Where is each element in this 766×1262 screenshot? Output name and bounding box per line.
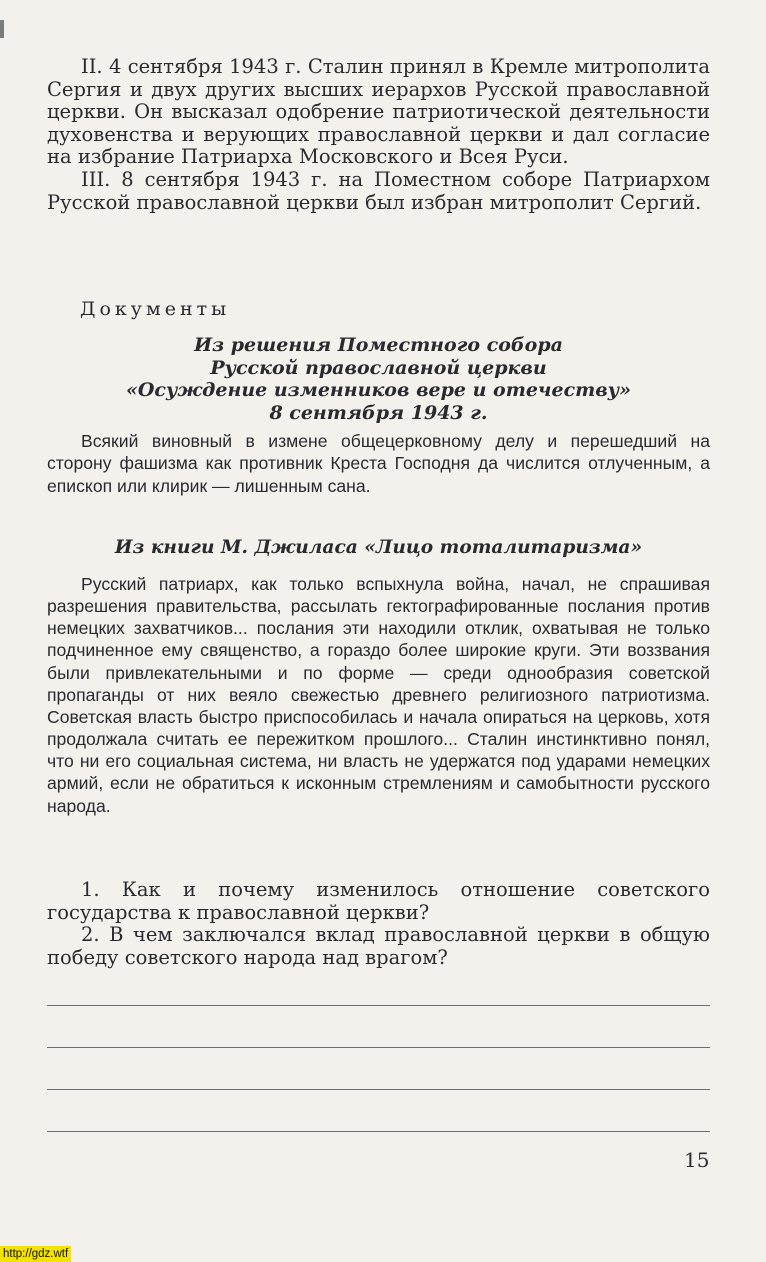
question-1: 1. Как и почему изменилось отношение советского государства к православной церкви?	[47, 878, 710, 924]
decree-title-line-1: Из решения Поместного собора	[194, 334, 563, 356]
answer-line[interactable]	[47, 1089, 710, 1090]
decree-title-line-3: «Осуждение изменников вере и отечеству»	[126, 379, 631, 401]
page-number: 15	[684, 1148, 710, 1172]
decree-text: Всякий виновный в измене общецерковному делу и перешедший на сторону фашизма как противник Креста Господня да числится отлученным, а епископ или клирик — лишенным сана.	[47, 431, 710, 496]
book-quote-text: Русский патриарх, как только вспыхнула война, начал, не спрашивая разрешения правительства, рассылать гектографированные послания против немецких захватчиков... послания эти находили отклик, охватывая не только подчиненное ему священство, а гораздо более широкие круги. Эти воззвания были привлекательными и по форме — среди однообразия советской пропаганды от них веяло свежестью древнего религиозного патриотизма. Советская власть быстро приспособилась и начала опираться на церковь, хотя продолжала считать ее пережитком прошлого... Сталин инстинктивно понял, что ни его социальная система, ни власть не удержатся под ударами немецких армий, если не обратиться к исконным стремлениям и самобытности русского народа.	[47, 574, 710, 816]
answer-line[interactable]	[47, 1131, 710, 1132]
decree-date: 8 сентября 1943 г.	[269, 401, 488, 424]
documents-heading: Документы	[80, 298, 231, 320]
fact-item-3: III. 8 сентября 1943 г. на Поместном соборе Патриархом Русской православной церкви был избран митрополит Сергий.	[47, 167, 710, 214]
book-title: Из книги М. Джиласа «Лицо тоталитаризма»	[114, 537, 643, 558]
answer-line[interactable]	[47, 1047, 710, 1048]
fact-item-2: II. 4 сентября 1943 г. Сталин принял в Кремле митрополита Сергия и двух других высших иерархов Русской православной церкви. Он высказал одобрение патриотической деятельности духовенства и верующих православной церкви и дал согласие на избрание Патриарха Московского и Всея Руси.	[47, 55, 710, 169]
question-2: 2. В чем заключался вклад православной церкви в общую победу советского народа над врагом?	[47, 923, 710, 969]
decree-text-block	[47, 430, 710, 497]
decree-title-line-2: Русской православной церкви	[210, 356, 547, 379]
book-quote-block	[47, 573, 710, 817]
decree-title	[47, 334, 710, 424]
facts-section	[47, 56, 710, 214]
questions-section	[47, 879, 710, 969]
answer-line[interactable]	[47, 1005, 710, 1006]
scan-edge-mark	[0, 20, 4, 38]
watermark-link[interactable]: http://gdz.wtf	[0, 1246, 71, 1262]
